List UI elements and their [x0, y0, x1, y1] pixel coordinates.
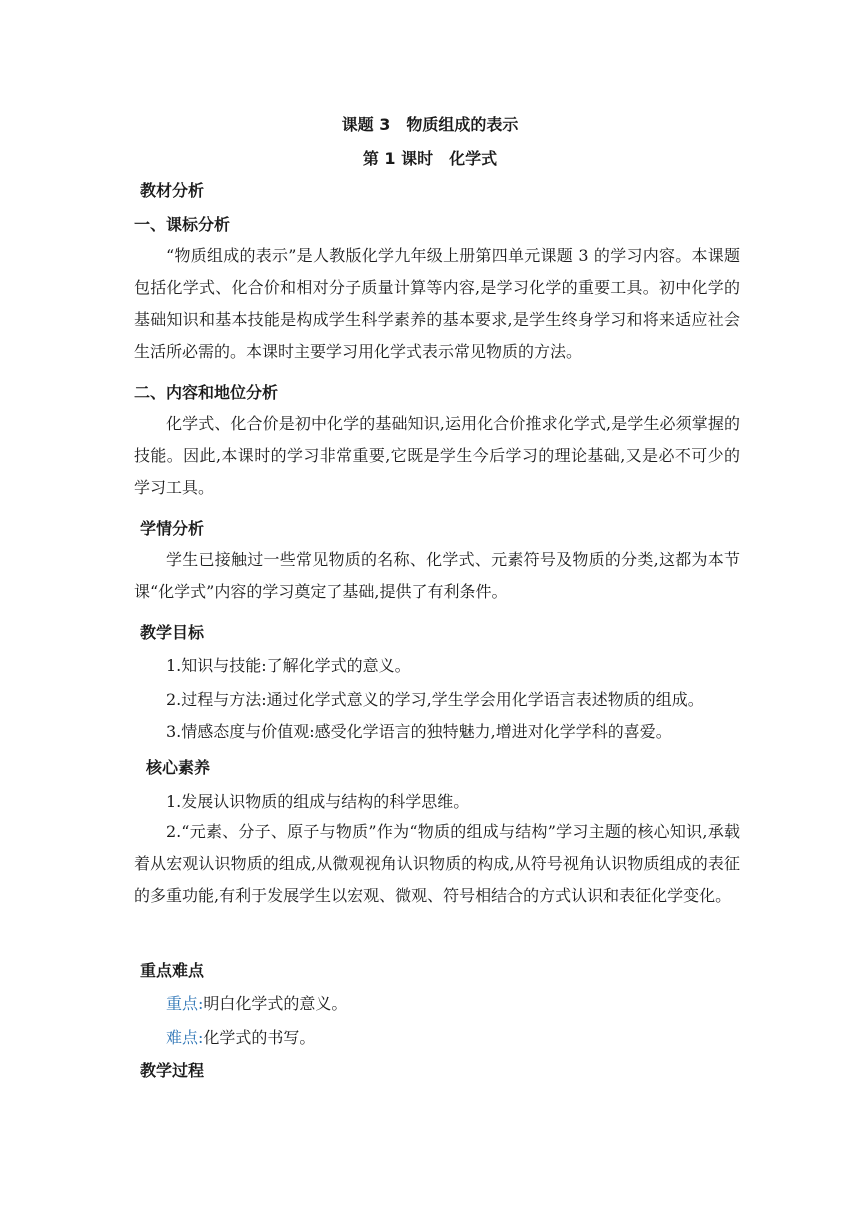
- difficult-point-line: [166, 1025, 315, 1048]
- document-subtitle: 第 1 课时 化学式: [362, 149, 498, 168]
- heading-key-difficult: 重点难点: [140, 961, 205, 980]
- heading-curriculum-analysis: 一、课标分析: [134, 215, 231, 234]
- heading-learner-analysis: 学情分析: [140, 519, 205, 538]
- difficult-point-text: 化学式的书写。: [203, 1028, 316, 1047]
- literacy-item-2: 2.“元素、分子、原子与物质”作为“物质的组成与结构”学习主题的核心知识,承载着从宏观认识物质的组成,从微观视角认识物质的构成,从符号视角认识物质组成的表征的多重功能,有利于发展学生以宏观、微观、符号相结合的方式认识和表征化学变化。: [134, 822, 740, 905]
- literacy-item-1: 1.发展认识物质的组成与结构的科学思维。: [166, 792, 470, 811]
- difficult-point-label: 难点:: [166, 1028, 204, 1047]
- heading-content-position: 二、内容和地位分析: [134, 383, 279, 402]
- key-point-line: [166, 991, 347, 1014]
- heading-teaching-goals: 教学目标: [140, 623, 205, 642]
- heading-textbook-analysis: 教材分析: [140, 181, 205, 200]
- key-point-label: 重点:: [166, 994, 204, 1013]
- paragraph-content-position: 化学式、化合价是初中化学的基础知识,运用化合价推求化学式,是学生必须掌握的技能。因此,本课时的学习非常重要,它既是学生今后学习的理论基础,又是必不可少的学习工具。: [134, 414, 740, 497]
- document-title: 课题 3 物质组成的表示: [341, 115, 519, 134]
- paragraph-learner-analysis: 学生已接触过一些常见物质的名称、化学式、元素符号及物质的分类,这都为本节课“化学式”内容的学习奠定了基础,提供了有利条件。: [134, 550, 740, 601]
- goal-item-1: 1.知识与技能:了解化学式的意义。: [166, 656, 411, 675]
- heading-core-literacy: 核心素养: [146, 758, 211, 777]
- goal-item-2: 2.过程与方法:通过化学式意义的学习,学生学会用化学语言表述物质的组成。: [166, 690, 704, 709]
- heading-teaching-process: 教学过程: [140, 1061, 205, 1080]
- paragraph-curriculum: “物质组成的表示”是人教版化学九年级上册第四单元课题 3 的学习内容。本课题包括化学式、化合价和相对分子质量计算等内容,是学习化学的重要工具。初中化学的基础知识和基本技能是构成学生科学素养的基本要求,是学生终身学习和将来适应社会生活所必需的。本课时主要学习用化学式表示常见物质的方法。: [134, 246, 740, 361]
- key-point-text: 明白化学式的意义。: [203, 994, 348, 1013]
- goal-item-3: 3.情感态度与价值观:感受化学语言的独特魅力,增进对化学学科的喜爱。: [166, 722, 672, 741]
